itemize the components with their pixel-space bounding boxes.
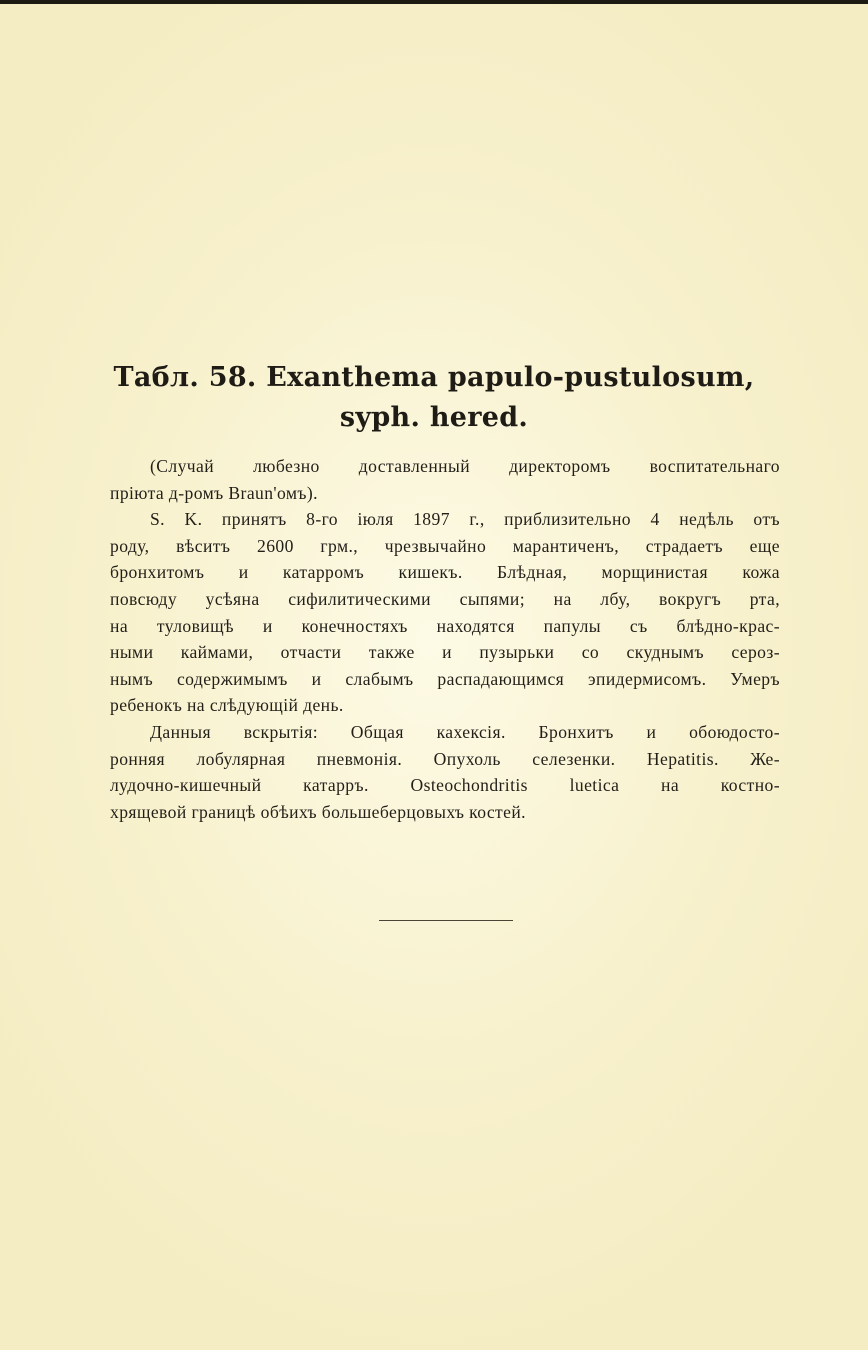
text-line: лудочно-кишечный катарръ. Osteochondritis luetica на костно-: [110, 775, 780, 796]
text-line: повсюду усѣяна сифилитическими сыпями; на лбу, вокругъ рта,: [110, 588, 780, 609]
text-line: ребенокъ на слѣдующiй день.: [110, 695, 344, 716]
text-line: (Случай любезно доставленный директоромъ воспитательнаго: [150, 456, 780, 476]
plate-title-line-1: Табл. 58. Exanthema papulo-pustulosum,: [113, 362, 755, 393]
plate-title-line-2: syph. hered.: [339, 402, 529, 433]
text-line: S. K. принятъ 8-го iюля 1897 г., приблизительно 4 недѣль отъ: [150, 509, 780, 530]
text-line: роду, вѣситъ 2600 грм., чрезвычайно марантиченъ, страдаетъ еще: [110, 535, 780, 556]
case-description: [110, 453, 780, 825]
paragraph-autopsy: [110, 719, 780, 825]
text-line: прiюта д-ромъ Braun'омъ).: [110, 482, 318, 503]
text-line: хрящевой границѣ обѣихъ большеберцовыхъ костей.: [110, 801, 526, 822]
page-top-edge: [0, 0, 868, 4]
section-divider: [379, 920, 513, 921]
plate-title: [0, 358, 868, 438]
paragraph-case-history: [110, 506, 780, 719]
text-line: нымъ содержимымъ и слабымъ распадающимся эпидермисомъ. Умеръ: [110, 668, 780, 689]
text-line: ными каймами, отчасти также и пузырьки со скуднымъ сероз-: [110, 642, 780, 663]
text-line: Данныя вскрытiя: Общая кахексiя. Бронхитъ и обоюдосто-: [150, 721, 780, 742]
text-line: на туловищѣ и конечностяхъ находятся папулы съ блѣдно-крас-: [110, 615, 780, 636]
paragraph-case-source: [110, 453, 780, 506]
text-line: ронняя лобулярная пневмонiя. Опухоль селезенки. Hepatitis. Же-: [110, 748, 780, 769]
text-line: бронхитомъ и катарромъ кишекъ. Блѣдная, морщинистая кожа: [110, 562, 780, 583]
